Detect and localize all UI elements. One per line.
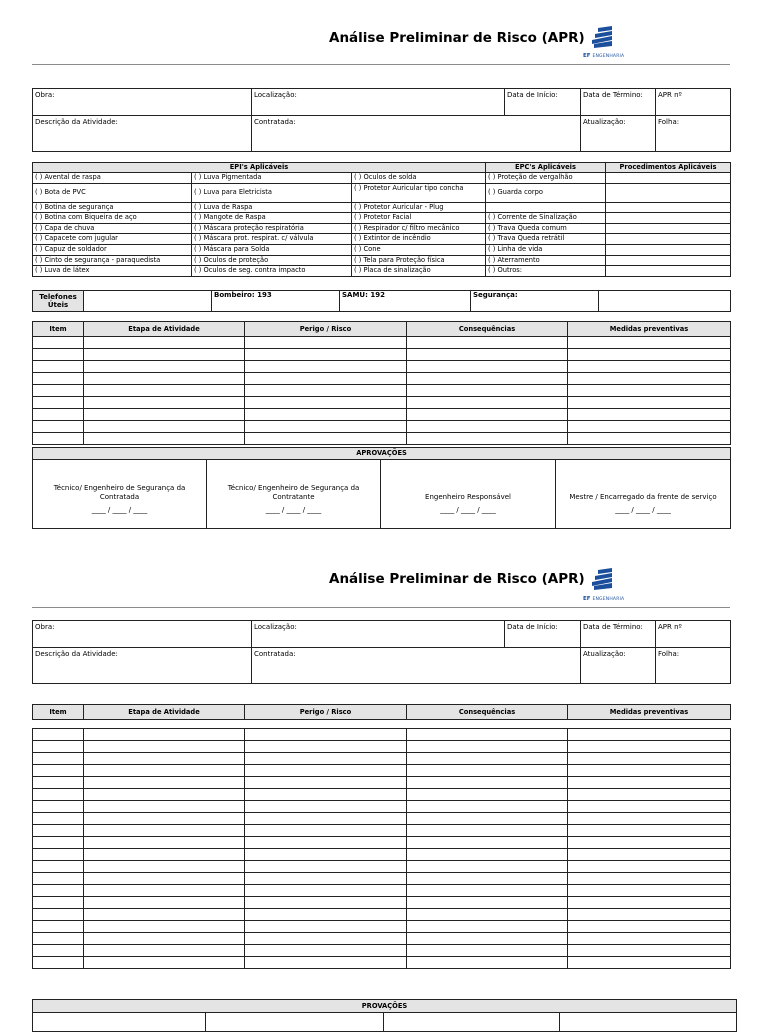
table-row	[33, 837, 731, 849]
table-cell[interactable]	[407, 861, 568, 873]
risk-table-2-header	[32, 704, 731, 720]
table-cell[interactable]	[245, 433, 407, 445]
table-row	[33, 897, 731, 909]
table-cell[interactable]	[84, 957, 245, 969]
col-item: Item	[33, 322, 84, 337]
table-cell[interactable]	[568, 837, 731, 849]
epi-option[interactable]: ( ) Tela para Proteção física	[352, 255, 486, 266]
table-cell[interactable]	[568, 777, 731, 789]
table-cell[interactable]	[245, 361, 407, 373]
table-cell[interactable]	[245, 873, 407, 885]
data-inicio-field[interactable]: Data de Início:	[505, 89, 581, 116]
epi-option[interactable]: ( ) Mangote de Raspa	[192, 213, 352, 224]
table-cell[interactable]	[245, 897, 407, 909]
procedimento-cell[interactable]	[606, 183, 731, 202]
epc-option[interactable]: ( ) Guarda corpo	[486, 183, 606, 202]
table-cell[interactable]	[245, 861, 407, 873]
localizacao-field[interactable]: Localização:	[252, 621, 505, 648]
table-cell[interactable]	[84, 421, 245, 433]
table-cell[interactable]	[245, 373, 407, 385]
table-cell[interactable]	[245, 957, 407, 969]
table-cell[interactable]	[245, 741, 407, 753]
table-cell[interactable]	[568, 765, 731, 777]
table-cell[interactable]	[84, 337, 245, 349]
table-cell[interactable]	[33, 825, 84, 837]
risk-table-2	[32, 728, 731, 969]
table-row	[33, 849, 731, 861]
atualizacao-field[interactable]: Atualização:	[581, 648, 656, 684]
approvals-title: APROVAÇÕES	[33, 448, 731, 460]
table-cell[interactable]	[568, 921, 731, 933]
table-cell[interactable]	[245, 765, 407, 777]
data-inicio-field[interactable]: Data de Início:	[505, 621, 581, 648]
epi-option[interactable]: ( ) Protetor Facial	[352, 213, 486, 224]
epc-option[interactable]: ( ) Corrente de Sinalização	[486, 213, 606, 224]
table-cell[interactable]	[407, 897, 568, 909]
table-row	[33, 741, 731, 753]
epi-table	[32, 162, 731, 277]
table-cell[interactable]	[568, 433, 731, 445]
bombeiro-phone: Bombeiro: 193	[212, 291, 340, 312]
table-cell[interactable]	[245, 921, 407, 933]
table-row	[33, 801, 731, 813]
table-cell[interactable]	[84, 777, 245, 789]
risk-table	[32, 321, 731, 445]
procedimento-cell[interactable]	[606, 255, 731, 266]
table-cell[interactable]	[245, 337, 407, 349]
epc-option[interactable]: ( ) Proteção de vergalhão	[486, 173, 606, 184]
table-cell[interactable]	[245, 801, 407, 813]
epc-option[interactable]: ( ) Trava Queda retrátil	[486, 234, 606, 245]
table-row	[33, 765, 731, 777]
epi-option[interactable]: ( ) Protetor Auricular tipo concha	[352, 183, 486, 202]
table-row	[33, 337, 731, 349]
table-row	[33, 945, 731, 957]
epi-option[interactable]: ( ) Luva de Raspa	[192, 202, 352, 213]
table-cell[interactable]	[84, 813, 245, 825]
table-cell[interactable]	[407, 741, 568, 753]
table-cell[interactable]	[33, 921, 84, 933]
table-cell[interactable]	[568, 753, 731, 765]
procedimento-cell[interactable]	[606, 244, 731, 255]
table-cell[interactable]	[407, 397, 568, 409]
table-cell[interactable]	[407, 837, 568, 849]
table-cell[interactable]	[84, 837, 245, 849]
table-cell[interactable]	[84, 825, 245, 837]
table-cell[interactable]	[33, 813, 84, 825]
signature-date[interactable]: ____ / ____ / ____	[381, 502, 556, 529]
table-cell[interactable]	[407, 945, 568, 957]
epi-option[interactable]: ( ) Óculos de proteção	[192, 255, 352, 266]
approvals-title-2: PROVAÇÕES	[33, 1000, 737, 1013]
table-cell[interactable]	[33, 849, 84, 861]
table-cell[interactable]	[568, 957, 731, 969]
col-perigo: Perigo / Risco	[245, 705, 407, 720]
table-cell[interactable]	[33, 789, 84, 801]
table-cell[interactable]	[568, 789, 731, 801]
col-item: Item	[33, 705, 84, 720]
epi-option[interactable]: ( ) Capacete com jugular	[33, 234, 192, 245]
signature-date[interactable]: ____ / ____ / ____	[556, 502, 731, 529]
phones-blank[interactable]	[84, 291, 212, 312]
table-row	[33, 957, 731, 969]
epi-option[interactable]: ( ) Capa de chuva	[33, 223, 192, 234]
table-cell[interactable]	[568, 349, 731, 361]
table-cell[interactable]	[245, 933, 407, 945]
table-cell[interactable]	[245, 825, 407, 837]
table-cell[interactable]	[245, 837, 407, 849]
table-cell[interactable]	[84, 397, 245, 409]
table-cell[interactable]	[33, 777, 84, 789]
signature-date[interactable]: ____ / ____ / ____	[207, 502, 381, 529]
samu-phone: SAMU: 192	[340, 291, 471, 312]
data-termino-field[interactable]: Data de Término:	[581, 89, 656, 116]
table-cell[interactable]	[84, 789, 245, 801]
folha-field[interactable]: Folha:	[656, 116, 731, 152]
approvals-table	[32, 447, 731, 529]
table-cell[interactable]	[568, 409, 731, 421]
company-logo-2	[584, 568, 618, 598]
table-cell[interactable]	[407, 337, 568, 349]
signer-label: Técnico/ Engenheiro de Segurança da Contratada	[33, 460, 207, 503]
epi-option[interactable]: ( ) Luva de látex	[33, 266, 192, 277]
table-cell[interactable]	[84, 933, 245, 945]
table-row	[33, 421, 731, 433]
table-cell[interactable]	[245, 945, 407, 957]
col-medidas: Medidas preventivas	[568, 705, 731, 720]
table-cell[interactable]	[407, 933, 568, 945]
table-cell[interactable]	[33, 397, 84, 409]
table-cell[interactable]	[33, 861, 84, 873]
procedimento-cell[interactable]	[606, 202, 731, 213]
epi-option[interactable]: ( ) Máscara proteção respiratória	[192, 223, 352, 234]
table-row	[33, 753, 731, 765]
col-etapa: Etapa de Atividade	[84, 322, 245, 337]
table-cell[interactable]	[33, 885, 84, 897]
table-cell[interactable]	[245, 777, 407, 789]
table-cell[interactable]	[407, 849, 568, 861]
header-divider-2	[32, 607, 730, 608]
table-cell[interactable]	[84, 873, 245, 885]
table-cell[interactable]	[33, 753, 84, 765]
page-title-2: Análise Preliminar de Risco (APR)	[329, 571, 585, 587]
table-cell[interactable]	[84, 885, 245, 897]
epi-option[interactable]: ( ) Capuz de soldador	[33, 244, 192, 255]
table-cell[interactable]	[84, 433, 245, 445]
procedimento-cell[interactable]	[606, 223, 731, 234]
table-cell[interactable]	[84, 729, 245, 741]
table-cell[interactable]	[407, 765, 568, 777]
epi-option[interactable]: ( ) Luva Pigmentada	[192, 173, 352, 184]
table-cell[interactable]	[407, 373, 568, 385]
table-cell[interactable]	[407, 885, 568, 897]
table-cell[interactable]	[568, 873, 731, 885]
table-cell[interactable]	[407, 813, 568, 825]
signer-cell[interactable]	[384, 1013, 560, 1032]
info-table-2	[32, 620, 731, 684]
table-cell[interactable]	[407, 361, 568, 373]
epi-option[interactable]: ( ) Cinto de segurança - paraquedista	[33, 255, 192, 266]
table-cell[interactable]	[568, 729, 731, 741]
table-cell[interactable]	[568, 861, 731, 873]
seguranca-phone: Segurança:	[471, 291, 599, 312]
table-cell[interactable]	[33, 349, 84, 361]
epi-option[interactable]: ( ) Placa de sinalização	[352, 266, 486, 277]
table-cell[interactable]	[33, 897, 84, 909]
table-cell[interactable]	[84, 801, 245, 813]
table-row	[33, 349, 731, 361]
table-cell[interactable]	[33, 421, 84, 433]
table-cell[interactable]	[84, 741, 245, 753]
header-divider	[32, 64, 730, 65]
table-row	[33, 433, 731, 445]
procedimento-cell[interactable]	[606, 234, 731, 245]
table-cell[interactable]	[245, 885, 407, 897]
page-title: Análise Preliminar de Risco (APR)	[329, 30, 585, 46]
procedimento-cell[interactable]	[606, 213, 731, 224]
table-cell[interactable]	[84, 861, 245, 873]
descricao-field[interactable]: Descrição da Atividade:	[33, 116, 252, 152]
table-cell[interactable]	[84, 373, 245, 385]
col-consequencias: Consequências	[407, 705, 568, 720]
table-cell[interactable]	[84, 349, 245, 361]
table-cell[interactable]	[568, 909, 731, 921]
table-cell[interactable]	[33, 957, 84, 969]
table-cell[interactable]	[568, 897, 731, 909]
table-cell[interactable]	[568, 397, 731, 409]
folha-field[interactable]: Folha:	[656, 648, 731, 684]
table-cell[interactable]	[245, 789, 407, 801]
signer-label: Técnico/ Engenheiro de Segurança da Contratante	[207, 460, 381, 503]
table-row	[33, 861, 731, 873]
epi-option[interactable]: ( ) Bota de PVC	[33, 183, 192, 202]
epc-header: EPC's Aplicáveis	[486, 163, 606, 173]
logo-icon	[584, 26, 618, 52]
table-cell[interactable]	[33, 801, 84, 813]
table-cell[interactable]	[245, 421, 407, 433]
table-row	[33, 813, 731, 825]
table-cell[interactable]	[407, 753, 568, 765]
epi-option[interactable]: ( ) Óculos de solda	[352, 173, 486, 184]
table-cell[interactable]	[568, 825, 731, 837]
table-cell[interactable]	[33, 361, 84, 373]
table-cell[interactable]	[407, 777, 568, 789]
table-cell[interactable]	[84, 921, 245, 933]
procedimentos-header: Procedimentos Aplicáveis	[606, 163, 731, 173]
table-cell[interactable]	[568, 373, 731, 385]
epi-option[interactable]: ( ) Respirador c/ filtro mecânico	[352, 223, 486, 234]
table-cell[interactable]	[245, 753, 407, 765]
col-medidas: Medidas preventivas	[568, 322, 731, 337]
table-row	[33, 873, 731, 885]
epi-option[interactable]: ( ) Protetor Auricular - Plug	[352, 202, 486, 213]
info-table	[32, 88, 731, 152]
table-cell[interactable]	[407, 873, 568, 885]
table-cell[interactable]	[568, 945, 731, 957]
table-cell[interactable]	[84, 897, 245, 909]
descricao-field[interactable]: Descrição da Atividade:	[33, 648, 252, 684]
table-row	[33, 789, 731, 801]
table-cell[interactable]	[245, 385, 407, 397]
apr-number-field[interactable]: APR nº	[656, 621, 731, 648]
epc-option[interactable]: ( ) Outros:	[486, 266, 606, 277]
procedimento-cell[interactable]	[606, 173, 731, 184]
table-row	[33, 409, 731, 421]
localizacao-field[interactable]: Localização:	[252, 89, 505, 116]
table-cell[interactable]	[84, 765, 245, 777]
table-cell[interactable]	[568, 421, 731, 433]
table-cell[interactable]	[33, 837, 84, 849]
epi-option[interactable]: ( ) Óculos de seg. contra impacto	[192, 266, 352, 277]
table-cell[interactable]	[407, 909, 568, 921]
table-cell[interactable]	[84, 361, 245, 373]
table-cell[interactable]	[84, 945, 245, 957]
table-cell[interactable]	[407, 921, 568, 933]
epc-option[interactable]: ( ) Trava Queda comum	[486, 223, 606, 234]
table-cell[interactable]	[33, 909, 84, 921]
epi-option[interactable]: ( ) Cone	[352, 244, 486, 255]
table-row	[33, 933, 731, 945]
apr-number-field[interactable]: APR nº	[656, 89, 731, 116]
epi-option[interactable]: ( ) Máscara prot. respirat. c/ válvula	[192, 234, 352, 245]
table-cell[interactable]	[33, 741, 84, 753]
table-cell[interactable]	[33, 337, 84, 349]
col-perigo: Perigo / Risco	[245, 322, 407, 337]
epi-header: EPI's Aplicáveis	[33, 163, 486, 173]
table-cell[interactable]	[84, 385, 245, 397]
table-cell[interactable]	[407, 789, 568, 801]
table-cell[interactable]	[245, 349, 407, 361]
signer-cell[interactable]	[560, 1013, 737, 1032]
signer-cell[interactable]	[206, 1013, 384, 1032]
table-row	[33, 361, 731, 373]
phones-label: Telefones Úteis	[33, 291, 84, 312]
table-cell[interactable]	[245, 729, 407, 741]
epi-option[interactable]: ( ) Botina de segurança	[33, 202, 192, 213]
table-row	[33, 909, 731, 921]
epi-option[interactable]: ( ) Extintor de incêndio	[352, 234, 486, 245]
epi-option[interactable]: ( ) Avental de raspa	[33, 173, 192, 184]
table-cell[interactable]	[407, 825, 568, 837]
table-cell[interactable]	[245, 813, 407, 825]
phones-table	[32, 290, 731, 312]
table-cell[interactable]	[407, 349, 568, 361]
table-row	[33, 385, 731, 397]
table-row	[33, 885, 731, 897]
table-cell[interactable]	[33, 385, 84, 397]
company-logo	[584, 26, 618, 56]
table-cell[interactable]	[407, 801, 568, 813]
table-cell[interactable]	[245, 909, 407, 921]
table-cell[interactable]	[33, 409, 84, 421]
epc-option[interactable]: ( ) Aterramento	[486, 255, 606, 266]
table-cell[interactable]	[33, 373, 84, 385]
table-cell[interactable]	[245, 409, 407, 421]
epi-option[interactable]: ( ) Botina com Biqueira de aço	[33, 213, 192, 224]
contratada-field[interactable]: Contratada:	[252, 116, 581, 152]
table-cell[interactable]	[568, 741, 731, 753]
table-cell[interactable]	[84, 909, 245, 921]
table-cell[interactable]	[33, 729, 84, 741]
data-termino-field[interactable]: Data de Término:	[581, 621, 656, 648]
table-row	[33, 921, 731, 933]
table-cell[interactable]	[568, 337, 731, 349]
table-cell[interactable]	[33, 433, 84, 445]
table-row	[33, 373, 731, 385]
col-consequencias: Consequências	[407, 322, 568, 337]
table-row	[33, 397, 731, 409]
contratada-field[interactable]: Contratada:	[252, 648, 581, 684]
approvals-table-2	[32, 999, 737, 1032]
table-cell[interactable]	[407, 421, 568, 433]
table-cell[interactable]	[568, 813, 731, 825]
table-cell[interactable]	[568, 933, 731, 945]
table-cell[interactable]	[568, 361, 731, 373]
table-row	[33, 777, 731, 789]
atualizacao-field[interactable]: Atualização:	[581, 116, 656, 152]
table-cell[interactable]	[84, 753, 245, 765]
table-cell[interactable]	[407, 385, 568, 397]
epc-option[interactable]	[486, 202, 606, 213]
epc-option[interactable]: ( ) Linha de vida	[486, 244, 606, 255]
epi-option[interactable]: ( ) Máscara para Solda	[192, 244, 352, 255]
table-cell[interactable]	[84, 409, 245, 421]
epi-option[interactable]: ( ) Luva para Eletricista	[192, 183, 352, 202]
table-cell[interactable]	[568, 801, 731, 813]
signer-cell[interactable]	[33, 1013, 206, 1032]
table-cell[interactable]	[33, 933, 84, 945]
seguranca-value[interactable]	[599, 291, 731, 312]
table-cell[interactable]	[407, 433, 568, 445]
table-cell[interactable]	[568, 885, 731, 897]
col-etapa: Etapa de Atividade	[84, 705, 245, 720]
table-cell[interactable]	[407, 729, 568, 741]
table-cell[interactable]	[84, 849, 245, 861]
table-cell[interactable]	[33, 765, 84, 777]
table-cell[interactable]	[33, 945, 84, 957]
table-row	[33, 729, 731, 741]
table-cell[interactable]	[33, 873, 84, 885]
signer-label: Engenheiro Responsável	[381, 460, 556, 503]
table-cell[interactable]	[568, 385, 731, 397]
logo-wordmark: EF ENGENHARIA	[583, 53, 625, 59]
procedimento-cell[interactable]	[606, 266, 731, 277]
logo-icon	[584, 568, 618, 594]
table-cell[interactable]	[245, 849, 407, 861]
table-cell[interactable]	[245, 397, 407, 409]
logo-wordmark-2: EF ENGENHARIA	[583, 596, 625, 602]
obra-field[interactable]: Obra:	[33, 621, 252, 648]
signature-date[interactable]: ____ / ____ / ____	[33, 502, 207, 529]
table-row	[33, 825, 731, 837]
table-cell[interactable]	[407, 957, 568, 969]
table-cell[interactable]	[407, 409, 568, 421]
table-cell[interactable]	[568, 849, 731, 861]
signer-label: Mestre / Encarregado da frente de serviço	[556, 460, 731, 503]
obra-field[interactable]: Obra:	[33, 89, 252, 116]
